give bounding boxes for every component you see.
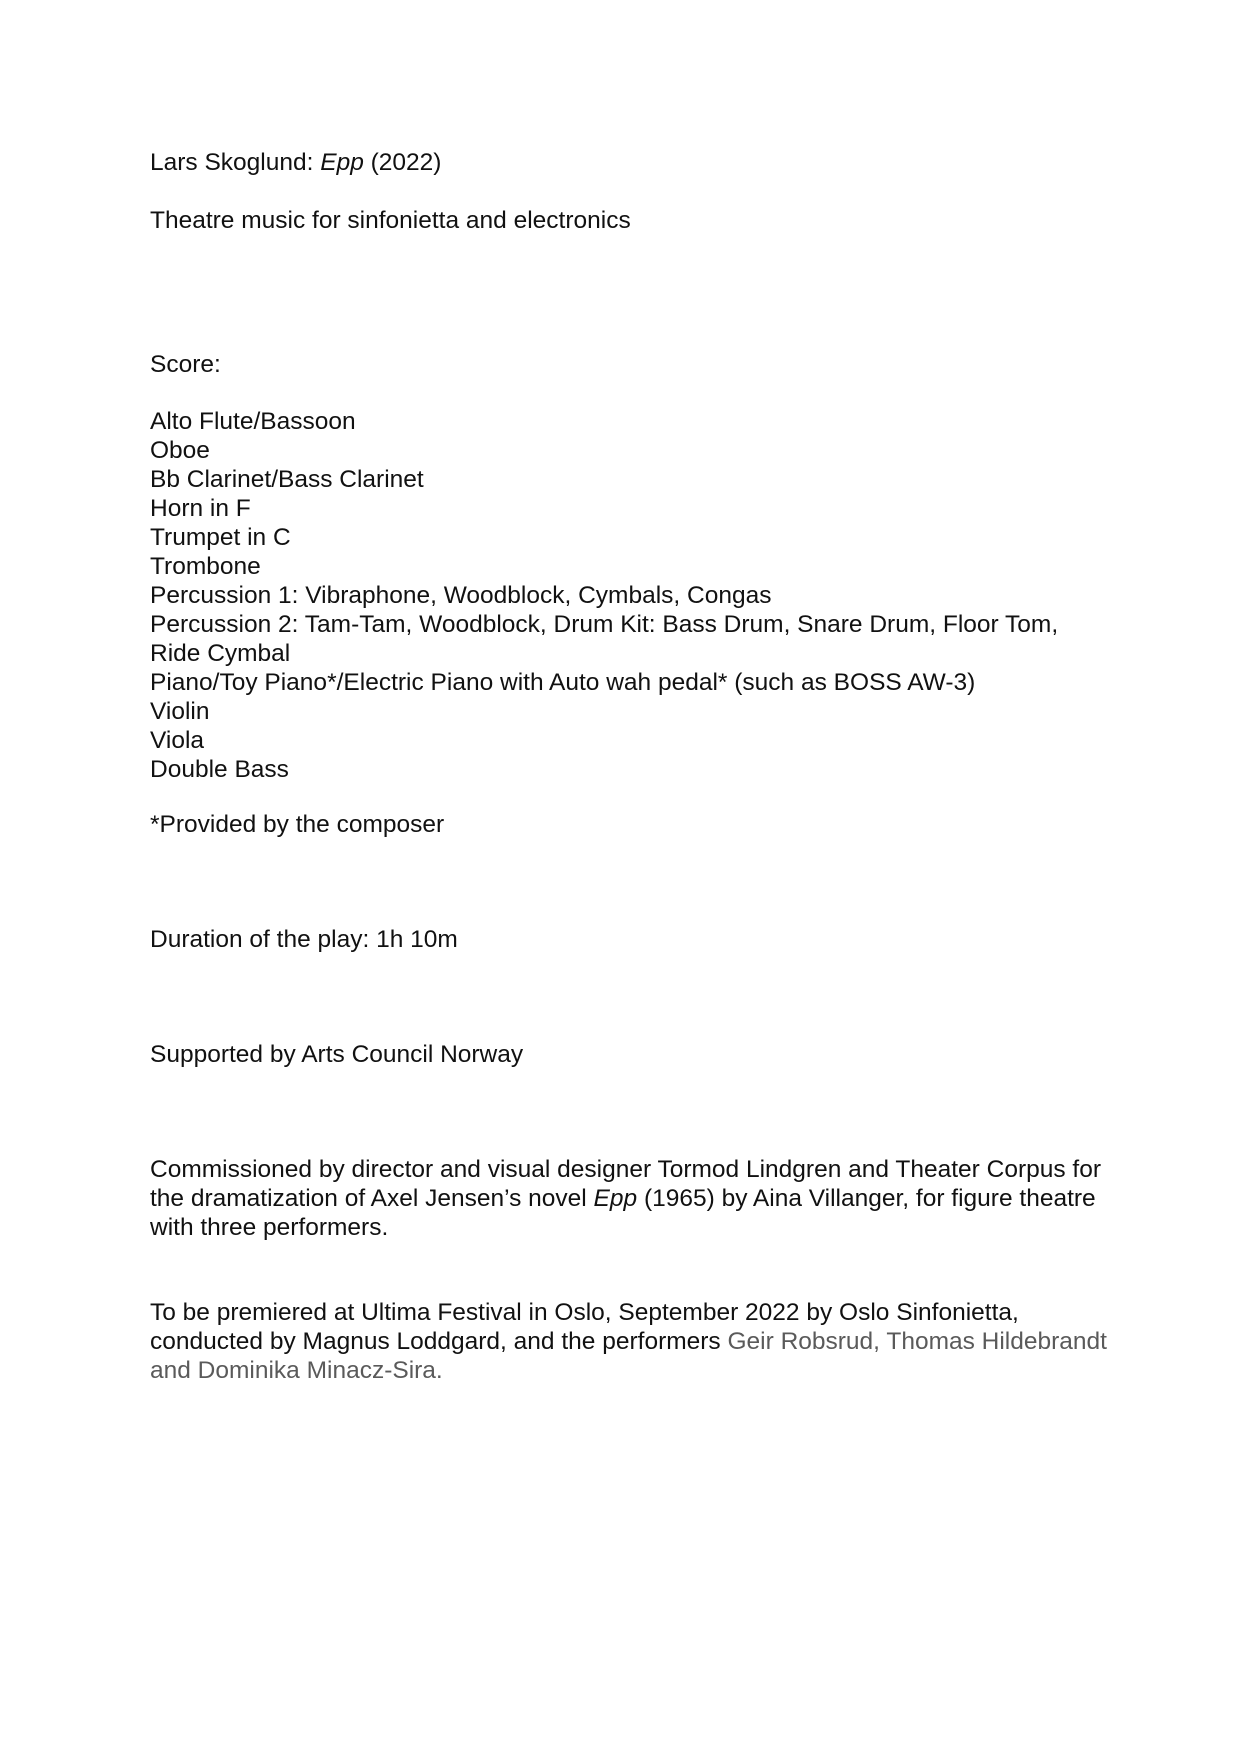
instrument-item: Double Bass [150, 756, 289, 783]
footnote-text: *Provided by the composer [150, 811, 445, 838]
instrument-item: Piano/Toy Piano*/Electric Piano with Auto wah pedal* (such as BOSS AW-3) [150, 669, 976, 696]
title-line [150, 148, 1110, 177]
instrument-item: Violin [150, 698, 210, 725]
subtitle-text: Theatre music for sinfonietta and electronics [150, 207, 631, 234]
performer-names: Geir Robsrud, Thomas Hildebrandt and Dominika Minacz-Sira. [150, 1328, 1107, 1384]
instrument-item: Percussion 2: Tam-Tam, Woodblock, Drum Kit: Bass Drum, Snare Drum, Floor Tom, Ride Cymbal [150, 611, 1059, 667]
footnote [150, 810, 1110, 839]
instrument-item: Alto Flute/Bassoon [150, 408, 356, 435]
commission-text-1: Commissioned by director and visual designer Tormod Lindgren and Theater Corpus for the dramatization of Axel Jensen’s novel [150, 1156, 1102, 1212]
instrument-item: Viola [150, 727, 205, 754]
support-text: Supported by Arts Council Norway [150, 1041, 524, 1068]
commission-text-2: (1965) by Aina Villanger, for figure theatre with three performers. [150, 1185, 1096, 1241]
novel-title: Epp [593, 1185, 638, 1212]
instrument-item: Bb Clarinet/Bass Clarinet [150, 466, 424, 493]
duration [150, 925, 1110, 954]
instrument-list-block [150, 407, 1110, 784]
work-title: Epp [320, 149, 364, 176]
instrument-item: Oboe [150, 437, 210, 464]
score-heading [150, 350, 1110, 379]
instrument-list [150, 407, 1110, 784]
work-year: (2022) [363, 149, 442, 176]
instrument-item: Trumpet in C [150, 524, 291, 551]
commission-paragraph [150, 1155, 1110, 1242]
instrument-item: Percussion 1: Vibraphone, Woodblock, Cymbals, Congas [150, 582, 772, 609]
premiere-paragraph [150, 1298, 1110, 1385]
composer-name: Lars Skoglund: [150, 149, 321, 176]
instrument-item: Trombone [150, 553, 261, 580]
score-heading-text: Score: [150, 351, 221, 378]
instrument-item: Horn in F [150, 495, 251, 522]
duration-text: Duration of the play: 1h 10m [150, 926, 458, 953]
support [150, 1040, 1110, 1069]
premiere-text: To be premiered at Ultima Festival in Oslo, September 2022 by Oslo Sinfonietta, conducted by Magnus Loddgard, and the performers [150, 1299, 1019, 1355]
subtitle [150, 206, 1110, 235]
